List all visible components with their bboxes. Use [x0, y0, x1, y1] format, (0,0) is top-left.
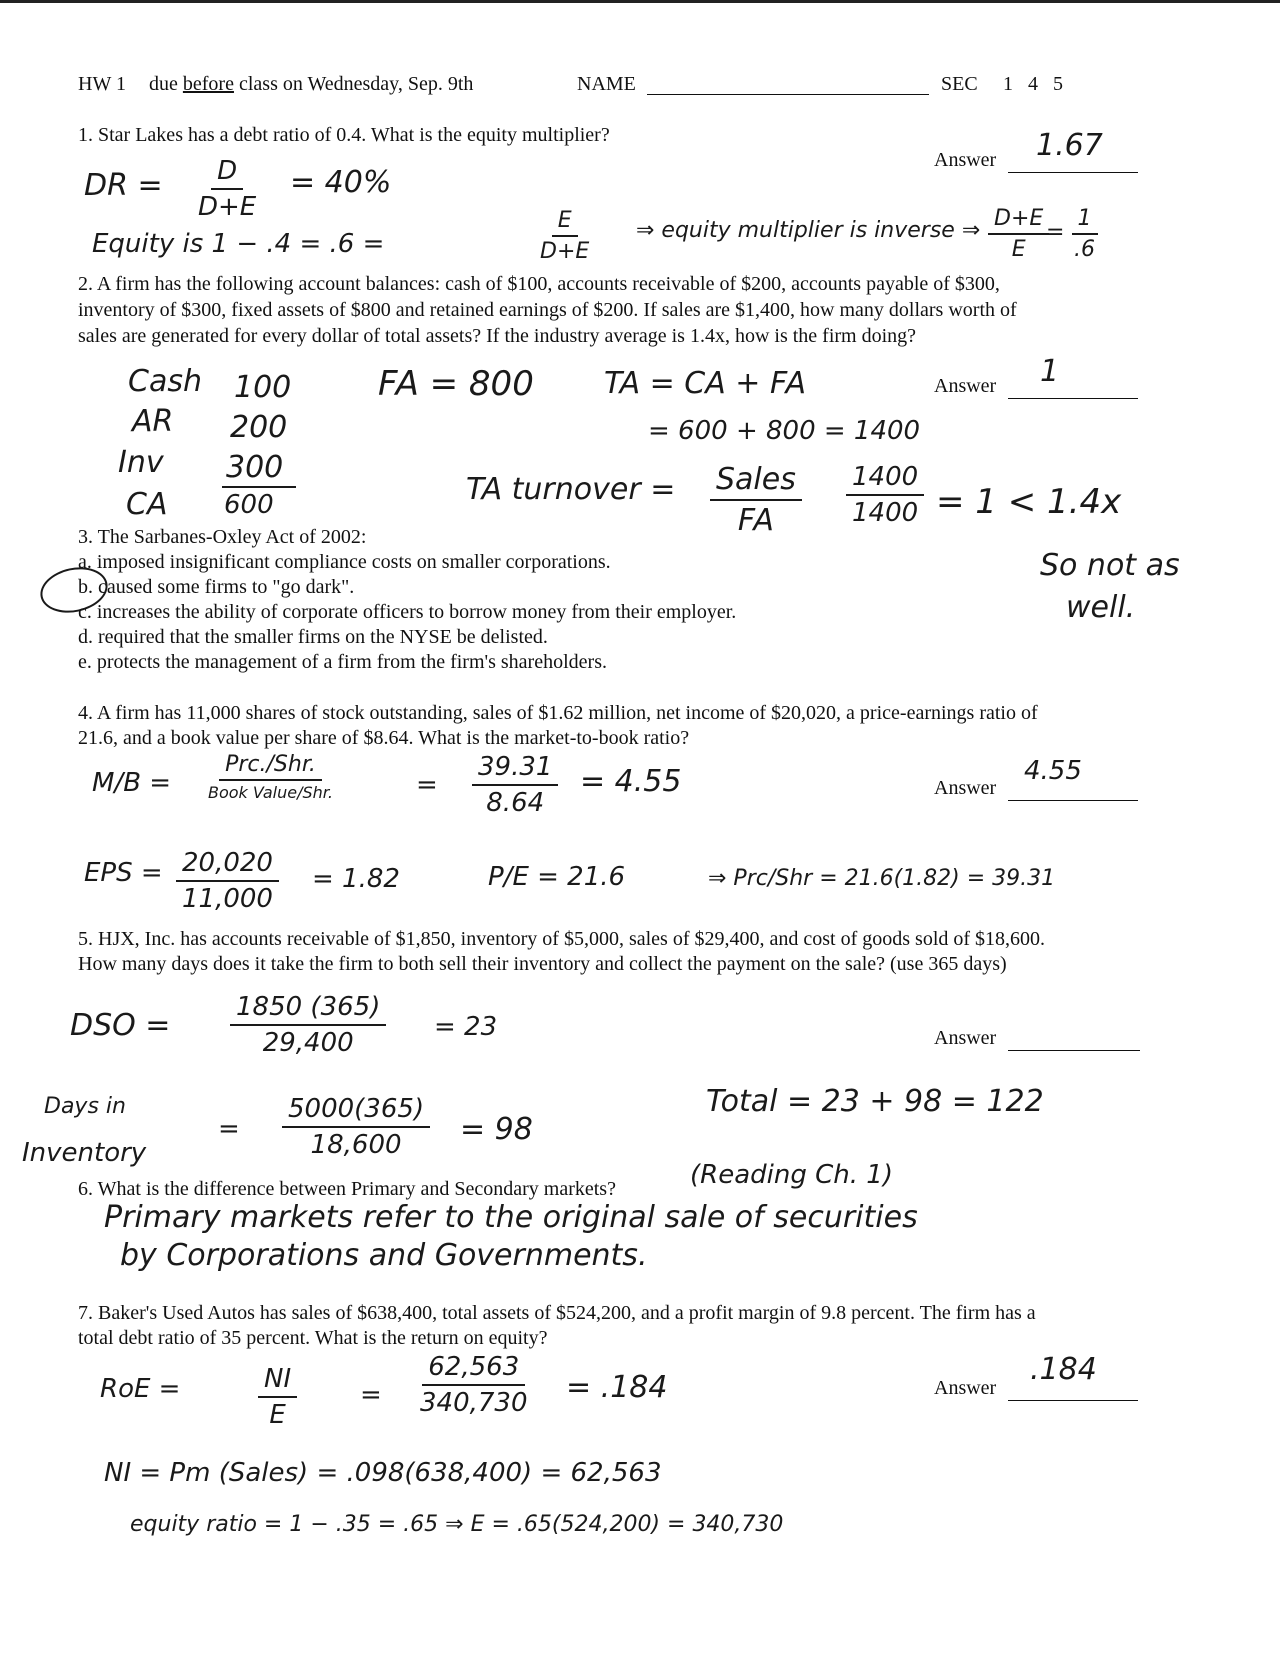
section-label: SEC	[941, 73, 978, 95]
q1-one-over-fraction: $\frac{1}{.6}$	[1068, 206, 1101, 262]
q7-value-result: = .184	[566, 1370, 668, 1405]
answer-label-4: Answer	[934, 777, 997, 799]
q5-days-in: Days in	[44, 1094, 126, 1119]
section-numbers: 1 4 5	[1003, 73, 1063, 95]
q5-dso-fraction: $\frac{1850 (365)}{29,400}$	[230, 992, 386, 1058]
q6-answer-line-1: Primary markets refer to the original sale of securities	[104, 1200, 918, 1235]
q1-inverse-equals: =	[1046, 220, 1065, 245]
answer-label-1: Answer	[934, 149, 997, 171]
q2-row-label: AR	[132, 404, 174, 439]
q1-inverse-fraction: $\frac{D+E}{E}$	[988, 206, 1049, 262]
question-2-line-1: 2. A firm has the following account balances: cash of $100, accounts receivable of $200, accounts payable of $300,	[78, 273, 1000, 295]
q2-sum-line	[222, 486, 296, 488]
answer-label-5: Answer	[934, 1027, 997, 1049]
q5-inventory: Inventory	[22, 1138, 147, 1168]
q2-value-fraction: $\frac{1400}{1400}$	[846, 462, 924, 528]
q3-option-c[interactable]: c. increases the ability of corporate officers to borrow money from their employer.	[78, 601, 737, 623]
q2-row-value: 100	[234, 370, 292, 405]
q2-fa: FA = 800	[378, 364, 534, 404]
q2-turnover-label: TA turnover =	[466, 472, 676, 507]
q5-dii-result: = 98	[460, 1112, 533, 1147]
q6-answer-line-2: by Corporations and Governments.	[120, 1238, 648, 1273]
answer-label-7: Answer	[934, 1377, 997, 1399]
question-5-line-2: How many days does it take the firm to both sell their inventory and collect the payment on the sale? (use 365 days)	[78, 953, 1007, 975]
q5-total: Total = 23 + 98 = 122	[706, 1084, 1044, 1119]
q4-eps: EPS =	[84, 858, 163, 888]
q3-option-a[interactable]: a. imposed insignificant compliance costs on smaller corporations.	[78, 551, 611, 573]
q1-dr-fraction: $\frac{D}{D+E}$	[198, 156, 257, 222]
q7-ni: NI = Pm (Sales) = .098(638,400) = 62,563	[104, 1458, 662, 1488]
q1-arrow-text: ⇒ equity multiplier is inverse ⇒	[636, 218, 981, 243]
q2-result: = 1 < 1.4x	[936, 482, 1122, 522]
q2-row-value: 600	[224, 490, 274, 520]
answer-7-value: .184	[1030, 1352, 1097, 1387]
q4-price: ⇒ Prc/Shr = 21.6(1.82) = 39.31	[708, 866, 1056, 891]
question-7-line-2: total debt ratio of 35 percent. What is the return on equity?	[78, 1327, 548, 1349]
question-2-line-2: inventory of $300, fixed assets of $800 and retained earnings of $200. If sales are $1,400, how many dollars worth of	[78, 299, 1017, 321]
q2-row-label: Inv	[118, 445, 164, 480]
question-6: 6. What is the difference between Primary and Secondary markets?	[78, 1178, 616, 1200]
q2-row-value: 200	[230, 410, 288, 445]
q1-dr-lhs: DR =	[84, 168, 163, 203]
q2-comment-1: So not as	[1040, 548, 1180, 583]
q4-pe: P/E = 21.6	[488, 862, 626, 892]
answer-field-5[interactable]	[1008, 1024, 1140, 1051]
question-4-line-2: 21.6, and a book value per share of $8.64. What is the market-to-book ratio?	[78, 727, 690, 749]
q4-value-fraction: $\frac{39.31}{8.64}$	[472, 752, 558, 818]
q4-equals: =	[416, 770, 438, 800]
name-field[interactable]	[647, 70, 929, 95]
q2-sales-fraction: Sales FA	[710, 462, 802, 538]
q2-ta: TA = CA + FA	[604, 366, 807, 401]
q7-roe: RoE =	[100, 1374, 181, 1404]
answer-4-value: 4.55	[1024, 756, 1082, 786]
question-4-line-1: 4. A firm has 11,000 shares of stock outstanding, sales of $1.62 million, net income of $20,020, a price-earnings ratio of	[78, 702, 1038, 724]
q7-equals: =	[360, 1380, 382, 1410]
q4-value-result: = 4.55	[580, 764, 682, 799]
q2-ta-calc: = 600 + 800 = 1400	[648, 416, 921, 446]
answer-label-2: Answer	[934, 375, 997, 397]
q4-eps-fraction: $\frac{20,020}{11,000}$	[176, 848, 279, 914]
question-7-line-1: 7. Baker's Used Autos has sales of $638,400, total assets of $524,200, and a profit margin of 9.8 percent. The firm has a	[78, 1302, 1036, 1324]
q5-dso-result: = 23	[434, 1012, 498, 1042]
q2-row-label: Cash	[128, 364, 202, 399]
hw-label: HW 1	[78, 73, 126, 95]
question-5-line-1: 5. HJX, Inc. has accounts receivable of $1,850, inventory of $5,000, sales of $29,400, and cost of goods sold of $18,600.	[78, 928, 1046, 950]
q4-eps-result: = 1.82	[312, 864, 400, 894]
q5-dii-fraction: $\frac{5000(365)}{18,600}$	[282, 1094, 430, 1160]
due-date: due before class on Wednesday, Sep. 9th	[149, 73, 474, 95]
q3-option-e[interactable]: e. protects the management of a firm from the firm's shareholders.	[78, 651, 607, 673]
q7-value-fraction: $\frac{62,563}{340,730}$	[420, 1352, 528, 1418]
question-2-line-3: sales are generated for every dollar of total assets? If the industry average is 1.4x, how is the firm doing?	[78, 325, 917, 347]
q1-e-fraction: $\frac{E}{D+E}$	[540, 208, 590, 264]
question-3: 3. The Sarbanes-Oxley Act of 2002:	[78, 526, 367, 548]
answer-field-2[interactable]	[1008, 372, 1138, 399]
q6-note: (Reading Ch. 1)	[690, 1160, 893, 1190]
q4-mb: M/B =	[92, 768, 172, 798]
q7-roe-fraction: $\frac{NI}{E}$	[258, 1364, 297, 1430]
top-border	[0, 0, 1280, 3]
q4-mb-fraction: Prc./Shr. Book Value/Shr.	[208, 752, 333, 802]
q2-row-label: CA	[126, 487, 168, 522]
q1-dr-rhs: = 40%	[290, 165, 392, 200]
question-1: 1. Star Lakes has a debt ratio of 0.4. What is the equity multiplier?	[78, 124, 610, 146]
q1-equity-text: Equity is 1 − .4 = .6 =	[92, 229, 385, 259]
q5-dso: DSO =	[70, 1008, 171, 1043]
name-label: NAME	[577, 73, 636, 95]
answer-1-value: 1.67	[1036, 128, 1103, 163]
q2-comment-2: well.	[1066, 590, 1136, 625]
q2-row-value: 300	[226, 450, 284, 485]
answer-2-value: 1	[1040, 354, 1060, 389]
q5-equals: =	[218, 1114, 240, 1144]
q3-option-d[interactable]: d. required that the smaller firms on the NYSE be delisted.	[78, 626, 548, 648]
q7-equity-ratio: equity ratio = 1 − .35 = .65 ⇒ E = .65(524,200) = 340,730	[130, 1512, 784, 1537]
q3-option-b[interactable]: b. caused some firms to "go dark".	[78, 576, 355, 598]
